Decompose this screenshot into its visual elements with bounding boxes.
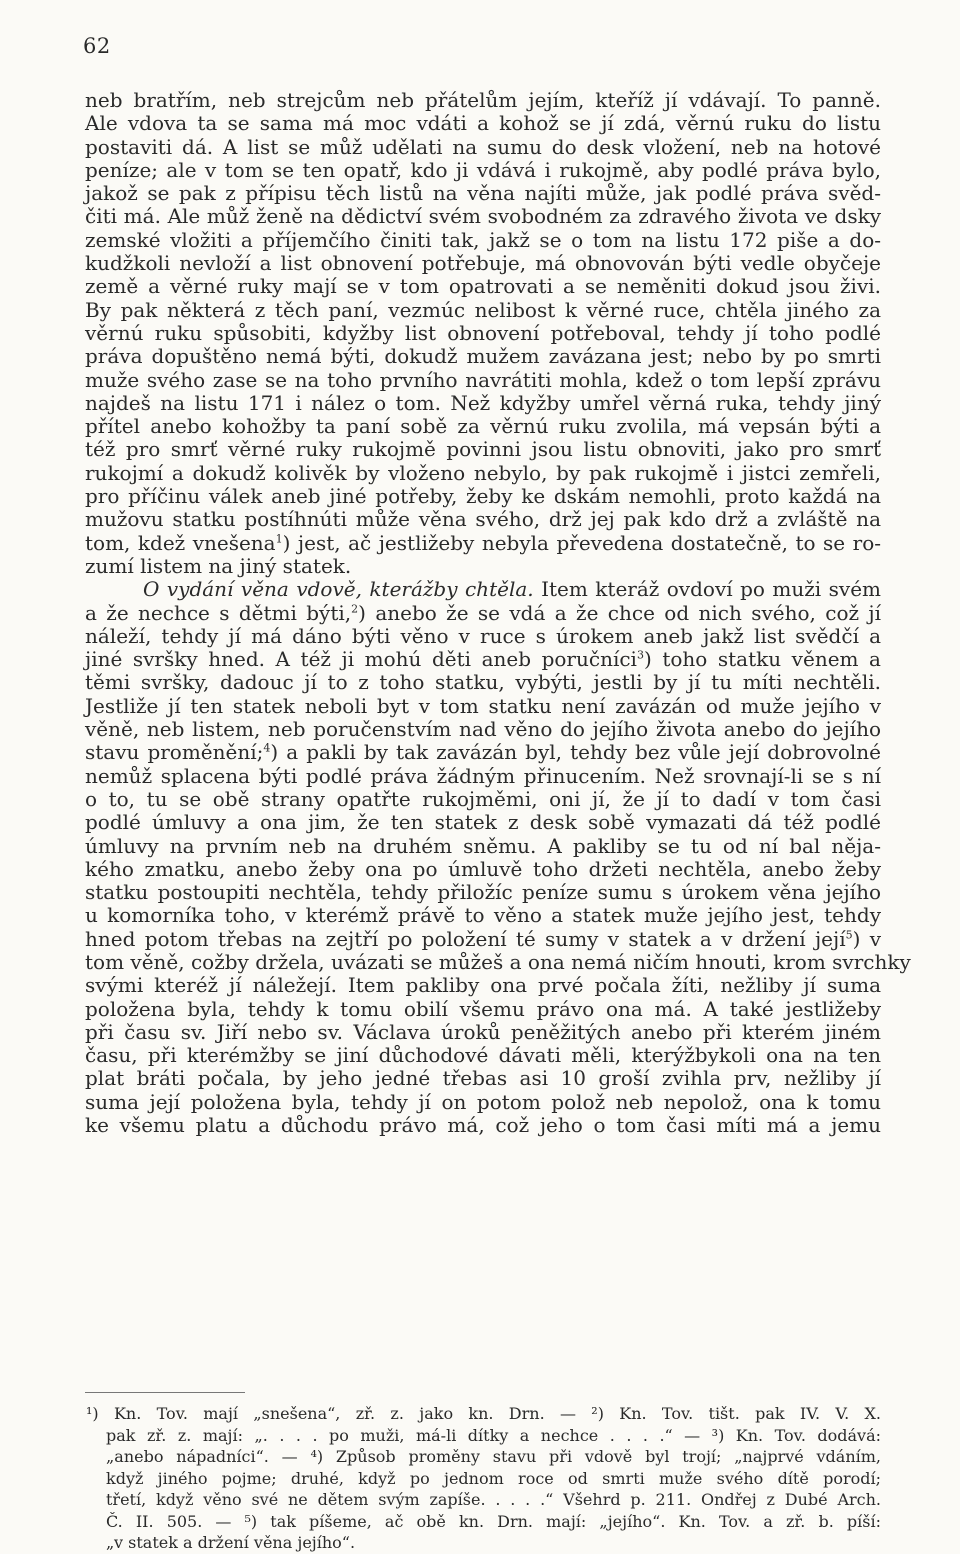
text-line: ke všemu platu a důchodu právo má, což jeho o tom časi míti má a jemu: [85, 1113, 881, 1138]
text-line: muže svého zase se na toho prvního navrátiti mohla, kdež o tom lepší zprávu: [85, 367, 881, 392]
text-line: a že nechce s dětmi býti,$^2$) anebo že se vdá a že chce od nich svého, což jí: [85, 600, 881, 625]
footnotes: [86, 1403, 881, 1554]
text-line: úmluvy na prvním neb na druhém sněmu. A pakliby se tu od ní bal něja-: [85, 833, 881, 858]
text-line: [85, 928, 881, 951]
text-line: suma její položena byla, tehdy jí on potom polož neb nepolož, ona k tomu: [85, 1089, 881, 1114]
text-line: země a věrné ruky mají se v tom opatrovati a se neměniti dokud jsou živi.: [85, 274, 881, 299]
text-line: zumí listem na jiný statek.: [85, 553, 352, 578]
footnote-line: pak zř. z. mají: „. . . . po muži, má-li dítky a nechce . . . .“ — ³) Kn. Tov. dodává:: [106, 1425, 881, 1445]
footnote-ref-4: 4: [263, 741, 271, 755]
footnote-divider: [85, 1392, 245, 1393]
text-line: práva dopuštěno nemá býti, dokudž mužem zavázana jest; nebo by po smrti: [85, 344, 881, 369]
text-line: přítel anebo kohožby ta paní sobě za věrnú ruku zvolila, má vepsán býti a: [85, 414, 881, 439]
text-line: jakož se pak z přípisu těch listů na věna najíti může, jak podlé práva svěd-: [85, 181, 881, 206]
text-line: podlé úmluvy a ona jim, že ten statek z desk sobě vymazati dá též podlé: [85, 810, 881, 835]
text-fragment: a že nechce s dětmi býti,: [85, 600, 352, 625]
text-line: [85, 741, 881, 764]
footnote-ref-3: 3: [636, 648, 644, 662]
text-line: plat bráti počala, by jeho jedné třebas asi 10 groší zvihla prv, nežliby jí: [85, 1066, 881, 1091]
footnote-ref-5: 5: [845, 928, 853, 942]
text-fragment: tom, kdež vnešena: [85, 530, 276, 555]
text-line: By pak některá z těch paní, vezmúc nelibost k věrné ruce, chtěla jiného za: [85, 297, 881, 322]
text-line: tom, kdež vnešena$^1$) jest, ač jestližeby nebyla převedena dostatečně, to se ro-: [85, 530, 881, 555]
footnote-line: když jiného pojme; druhé, když po jednom roce od smrti muže svého dítě porodí;: [106, 1468, 881, 1488]
text-line: položena byla, tehdy k tomu obilí všemu právo ona má. A také jestližeby: [85, 996, 881, 1021]
text-line: čiti má. Ale můž ženě na dědictví svém svobodném za zdravého života ve dsky: [85, 204, 881, 229]
text-line: Ale vdova ta se sama má moc vdáti a kohož se jí zdá, věrnú ruku do listu: [85, 111, 881, 136]
text-line: [85, 578, 881, 601]
text-line: věně, neb listem, neb poručenstvím nad věno do jejího života anebo do jejího: [85, 717, 881, 742]
text-fragment: hned potom třebas na zejtří po položení té sumy v statek a v držení její: [85, 926, 846, 951]
text-line: postaviti dá. A list se můž udělati na sumu do desk vložení, neb na hotové: [85, 134, 881, 159]
text-line: kého zmatku, anebo žeby ona po úmluvě toho držeti nechtěla, anebo žeby: [85, 856, 881, 881]
text-fragment: ) v: [852, 926, 882, 951]
text-fragment: stavu proměnění;: [85, 740, 264, 765]
text-line: najdeš na listu 171 i nález o tom. Než kdyžby umřel věrná ruka, tehdy jiný: [85, 390, 881, 415]
text-line: jiné svršky hned. A též ji mohú děti aneb poručníci$^3$) toho statku věnem a: [85, 647, 881, 672]
footnote-line: ¹) Kn. Tov. mají „snešena“, zř. z. jako kn. Drn. — ²) Kn. Tov. tišt. pak IV. V. X.: [86, 1404, 881, 1423]
text-line: při času sv. Jiří nebo sv. Václava úroků peněžitých anebo při kterém jiném: [85, 1019, 881, 1044]
text-line: statku postoupiti nechtěla, tehdy přiložíc peníze sumu s úrokem věna jejího: [85, 880, 881, 905]
text-line: kudžkoli nevloží a list obnovení potřebuje, má obnovován býti vedle obyčeje: [85, 251, 881, 276]
section-title: O vydání věna vdově, kterážby chtěla.: [143, 577, 534, 602]
text-fragment: ) a pakli by tak zavázán byl, tehdy bez vůle její dobrovolné: [270, 740, 882, 765]
text-line: u komorníka toho, v kterémž právě to věno a statek muže jejího jest, tehdy: [85, 903, 881, 928]
text-line: též pro smrť věrné ruky rukojmě povinni jsou listu obnoviti, jako pro smrť: [85, 437, 881, 462]
text-line: mužovu statku postíhnúti může věna svého, drž jej pak kdo drž a zvláště na: [85, 507, 881, 532]
text-fragment: jiné svršky hned. A též ji mohú děti aneb poručníci: [85, 647, 637, 672]
text-fragment: Item kteráž ovdoví po muži svém: [533, 577, 882, 602]
text-line: zemské vložiti a příjemčího činiti tak, jakž se o tom na listu 172 piše a do-: [85, 227, 881, 252]
text-fragment: jest, ač jestližeby nebyla převedena dostatečně, to se ro-: [290, 530, 881, 555]
text-line: Jestliže jí ten statek neboli byt v tom statku není zavázán od muže jejího v: [85, 693, 881, 718]
footnote-ref-1: 1: [275, 531, 283, 545]
text-line: náleží, tehdy jí má dáno býti věno v ruce s úrokem aneb jakž list svědčí a: [85, 623, 881, 648]
text-line: pro příčinu válek aneb jiné potřeby, žeby ke dskám nemohli, proto každá na: [85, 484, 881, 509]
text-line: neb bratřím, neb strejcům neb přátelům jejím, kteříž jí vdávají. To panně.: [85, 88, 881, 112]
page-number: 62: [83, 34, 111, 58]
text-line: svými kteréž jí náležejí. Item pakliby ona prvé počala žíti, nežliby jí suma: [85, 973, 881, 998]
footnote-line: Č. II. 505. — ⁵) tak píšeme, ač obě kn. Drn. mají: „jejího“. Kn. Tov. a zř. b. píší:: [106, 1511, 881, 1531]
text-fragment: anebo že se vdá a že chce od nich svého, což jí: [365, 600, 881, 625]
text-line: rukojmí a dokudž kolivěk by vloženo nebylo, by pak rukojmě i jistci zemřeli,: [85, 460, 881, 485]
footnote-line: „v statek a držení věna jejího“.: [106, 1533, 356, 1552]
body-text: [85, 88, 911, 1138]
text-line: nemůž splacena býti podlé práva žádným přinucením. Než srovnají-li se s ní: [85, 763, 881, 788]
text-line: času, při kterémžby se jiní důchodové dávati měli, kterýžbykoli ona na ten: [85, 1043, 881, 1068]
text-line: o to, tu se obě strany opatřte rukojměmi, oni jí, že jí to dadí v tom časi: [85, 786, 881, 811]
footnote-ref-2: 2: [351, 601, 359, 615]
text-line: těmi svršky, dadouc jí to z toho statku, vybýti, jestli by jí tu míti nechtěli.: [85, 670, 881, 695]
text-line: věrnú ruku spůsobiti, kdyžby list obnovení potřeboval, tehdy jí toho podlé: [85, 320, 881, 345]
text-line: peníze; ale v tom se ten opatř, kdo ji vdává i rukojmě, aby podlé práva bylo,: [85, 157, 881, 182]
text-line: tom věně, cožby držela, uvázati se můžeš a ona nemá ničím hnouti, krom svrchky: [85, 949, 911, 974]
footnote-line: „anebo nápadníci“. — ⁴) Způsob proměny stavu při vdově byl trojí; „najprvé vdáním,: [106, 1447, 881, 1466]
text-fragment: toho statku věnem a: [651, 647, 881, 672]
footnote-line: třetí, když věno své ne dětem svým zapíše. . . . .“ Všehrd p. 211. Ondřej z Dubé Arch.: [106, 1490, 881, 1509]
